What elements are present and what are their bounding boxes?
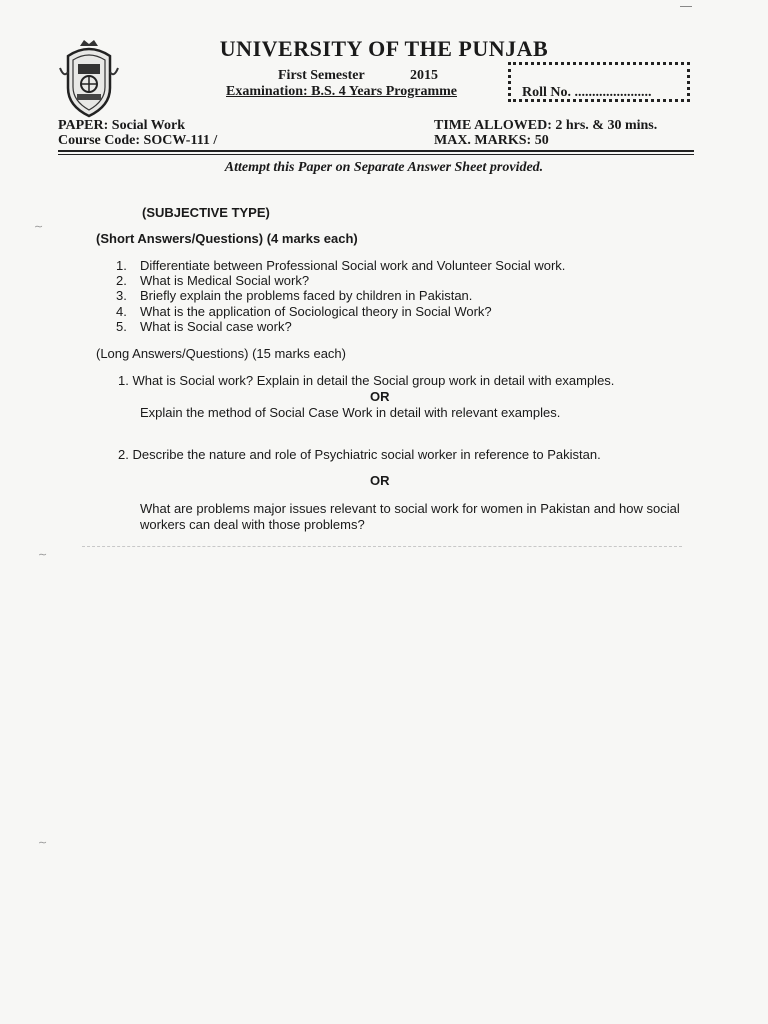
header-divider-thin [58,154,694,155]
long-question-2-alternative: What are problems major issues relevant to social work for women in Pakistan and how social workers can deal with those problems? [140,501,680,532]
question-text: What is the application of Sociological theory in Social Work? [140,303,492,319]
list-item: 1. Differentiate between Professional Social work and Volunteer Social work. [116,258,566,273]
long-question-1: 1. What is Social work? Explain in detail the Social group work in detail with examples. [118,373,615,388]
question-text: What is Medical Social work? [140,273,310,289]
examination-label: Examination: B.S. 4 Years Programme [226,84,457,99]
scan-speck-icon: ∼ [34,221,44,233]
short-question-list [116,258,565,334]
scan-speck-icon: ∼ [38,837,48,849]
long-question-2: 2. Describe the nature and role of Psychiatric social worker in reference to Pakistan. [118,447,601,462]
section-heading-long: (Long Answers/Questions) (15 marks each) [96,346,346,361]
paper-title: PAPER: Social Work [58,118,186,133]
header-divider [58,150,694,152]
semester-label: First Semester [278,68,365,83]
course-code: Course Code: SOCW-111 / [58,133,218,148]
question-text: Differentiate between Professional Social work and Volunteer Social work. [140,258,566,273]
university-title: UNIVERSITY OF THE PUNJAB [219,36,549,61]
section-heading-subjective: (SUBJECTIVE TYPE) [142,205,270,220]
exam-year: 2015 [410,68,438,83]
or-separator: OR [370,389,390,404]
roll-number-field[interactable]: Roll No. ...................... [522,85,652,100]
long-question-1-alternative: Explain the method of Social Case Work in detail with relevant examples. [140,405,561,420]
scan-mark [680,6,692,7]
scan-speck-icon: ∼ [38,549,48,561]
max-marks: MAX. MARKS: 50 [434,133,549,148]
list-item: 5. What is Social case work? [116,318,292,334]
or-separator: OR [370,473,390,488]
faint-divider [82,546,682,547]
exam-instruction: Attempt this Paper on Separate Answer Sheet provided. [224,160,544,175]
list-item: 4. What is the application of Sociological theory in Social Work? [116,303,492,319]
question-text: Briefly explain the problems faced by children in Pakistan. [140,288,473,304]
list-item: 3. Briefly explain the problems faced by children in Pakistan. [116,288,473,304]
time-allowed: TIME ALLOWED: 2 hrs. & 30 mins. [434,118,658,133]
list-item: 2. What is Medical Social work? [116,273,310,289]
question-text: What is Social case work? [140,318,292,334]
section-heading-short: (Short Answers/Questions) (4 marks each) [96,231,358,246]
